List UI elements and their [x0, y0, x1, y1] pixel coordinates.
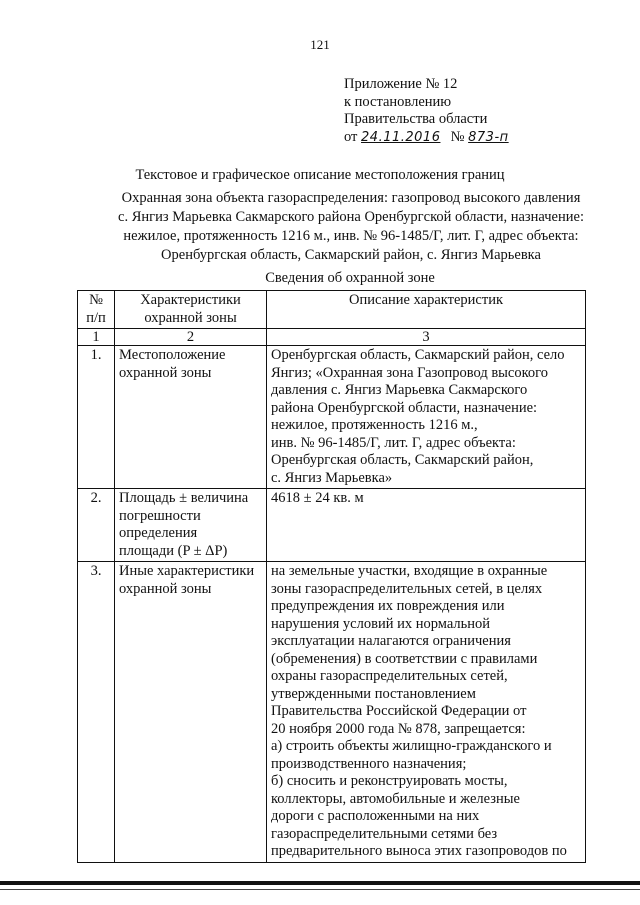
description-line: коллекторы, автомобильные и железные — [271, 790, 520, 807]
description-line: нарушения условий их нормальной — [271, 615, 491, 632]
row-description — [267, 346, 586, 489]
characteristic-line: Площадь ± величина — [119, 490, 249, 506]
object-description-line: Оренбургская область, Сакмарский район, с. Янгиз Марьевка — [161, 247, 541, 263]
characteristic-line: Местоположение — [119, 347, 226, 363]
characteristic-line: Иные характеристики — [119, 563, 255, 579]
appendix-line-1: Приложение № 12 — [344, 76, 458, 92]
table-header-row — [78, 291, 586, 329]
row-number: 2. — [78, 489, 115, 562]
column-number-row — [78, 329, 586, 346]
object-description — [96, 189, 606, 265]
description-line: нежилое, протяженность 1216 м., — [271, 417, 478, 433]
description-line: давления с. Янгиз Марьевка Сакмарского — [271, 382, 528, 398]
object-description-line: с. Янгиз Марьевка Сакмарского района Оренбургской области, назначение: — [118, 209, 584, 225]
characteristic-line: погрешности — [119, 507, 201, 524]
appendix-date-line — [344, 129, 518, 147]
row-characteristic — [115, 346, 267, 489]
row-characteristic — [115, 562, 267, 863]
header-characteristics — [115, 291, 267, 329]
table-row — [78, 346, 586, 489]
description-line: 4618 ± 24 кв. м — [271, 490, 364, 506]
header-characteristics-line: охранной зоны — [144, 309, 237, 326]
description-line: с. Янгиз Марьевка» — [271, 469, 393, 486]
object-description-line: Охранная зона объекта газораспределения: газопровод высокого давления — [121, 190, 581, 206]
characteristic-line: охранной зоны — [119, 364, 212, 381]
handwritten-number: 873-п — [468, 129, 509, 145]
row-number: 1. — [78, 346, 115, 489]
description-line: Правительства Российской Федерации от — [271, 703, 527, 719]
description-line: (обременения) в соответствии с правилами — [271, 650, 538, 667]
page-number: 121 — [310, 37, 330, 52]
from-label: от — [344, 128, 358, 145]
table-title: Сведения об охранной зоне — [265, 270, 435, 286]
row-characteristic — [115, 489, 267, 562]
object-description-line: нежилое, протяженность 1216 м., инв. № 96-1485/Г, лит. Г, адрес объекта: — [123, 228, 579, 244]
description-line: дороги с расположенными на них — [271, 808, 480, 824]
description-line: предупреждения их повреждения или — [271, 598, 505, 614]
description-line: Янгиз; «Охранная зона Газопровод высокого — [271, 364, 549, 381]
description-line: 20 ноября 2000 года № 878, запрещается: — [271, 720, 526, 737]
description-line: инв. № 96-1485/Г, лит. Г, адрес объекта: — [271, 434, 516, 451]
description-line: утвержденными постановлением — [271, 685, 476, 702]
description-line: б) сносить и реконструировать мосты, — [271, 773, 508, 789]
header-description-line: Описание характеристик — [348, 292, 503, 308]
appendix-line-2: к постановлению — [344, 93, 452, 110]
header-number-line: № — [89, 292, 103, 308]
header-number — [78, 291, 115, 329]
table-row — [78, 562, 586, 863]
column-number: 3 — [267, 329, 586, 346]
description-line: производственного назначения; — [271, 755, 467, 772]
description-line: газораспределительными сетями без — [271, 825, 498, 842]
characteristic-line: площади (P ± ΔP) — [119, 542, 228, 559]
row-number: 3. — [78, 562, 115, 863]
description-line: Оренбургская область, Сакмарский район, село — [271, 347, 565, 363]
header-characteristics-line: Характеристики — [140, 292, 241, 308]
header-description — [267, 291, 586, 329]
description-line: охраны газораспределительных сетей, — [271, 668, 508, 684]
characteristic-line: охранной зоны — [119, 580, 212, 597]
characteristic-line: определения — [119, 525, 198, 541]
column-number: 2 — [115, 329, 267, 346]
column-number: 1 — [78, 329, 115, 346]
appendix-line-3: Правительства области — [344, 111, 488, 127]
page-bottom-rule-thin — [0, 889, 640, 890]
protected-zone-table — [77, 290, 586, 863]
row-description — [267, 489, 586, 562]
table-row — [78, 489, 586, 562]
number-label: № — [450, 128, 465, 145]
description-line: района Оренбургской области, назначение: — [271, 399, 538, 416]
row-description — [267, 562, 586, 863]
document-title: Текстовое и графическое описание местоположения границ — [135, 167, 505, 183]
description-line: зоны газораспределительных сетей, в целях — [271, 580, 543, 597]
page-bottom-rule — [0, 881, 640, 885]
description-line: а) строить объекты жилищно-гражданского и — [271, 738, 552, 754]
description-line: на земельные участки, входящие в охранные — [271, 563, 548, 579]
description-line: Оренбургская область, Сакмарский район, — [271, 452, 534, 468]
header-number-line: п/п — [86, 309, 106, 326]
description-line: эксплуатации налагаются ограничения — [271, 633, 511, 649]
description-line: предварительного выноса этих газопроводов по — [271, 843, 567, 859]
handwritten-date: 24.11.2016 — [361, 129, 441, 145]
appendix-block — [344, 76, 518, 146]
